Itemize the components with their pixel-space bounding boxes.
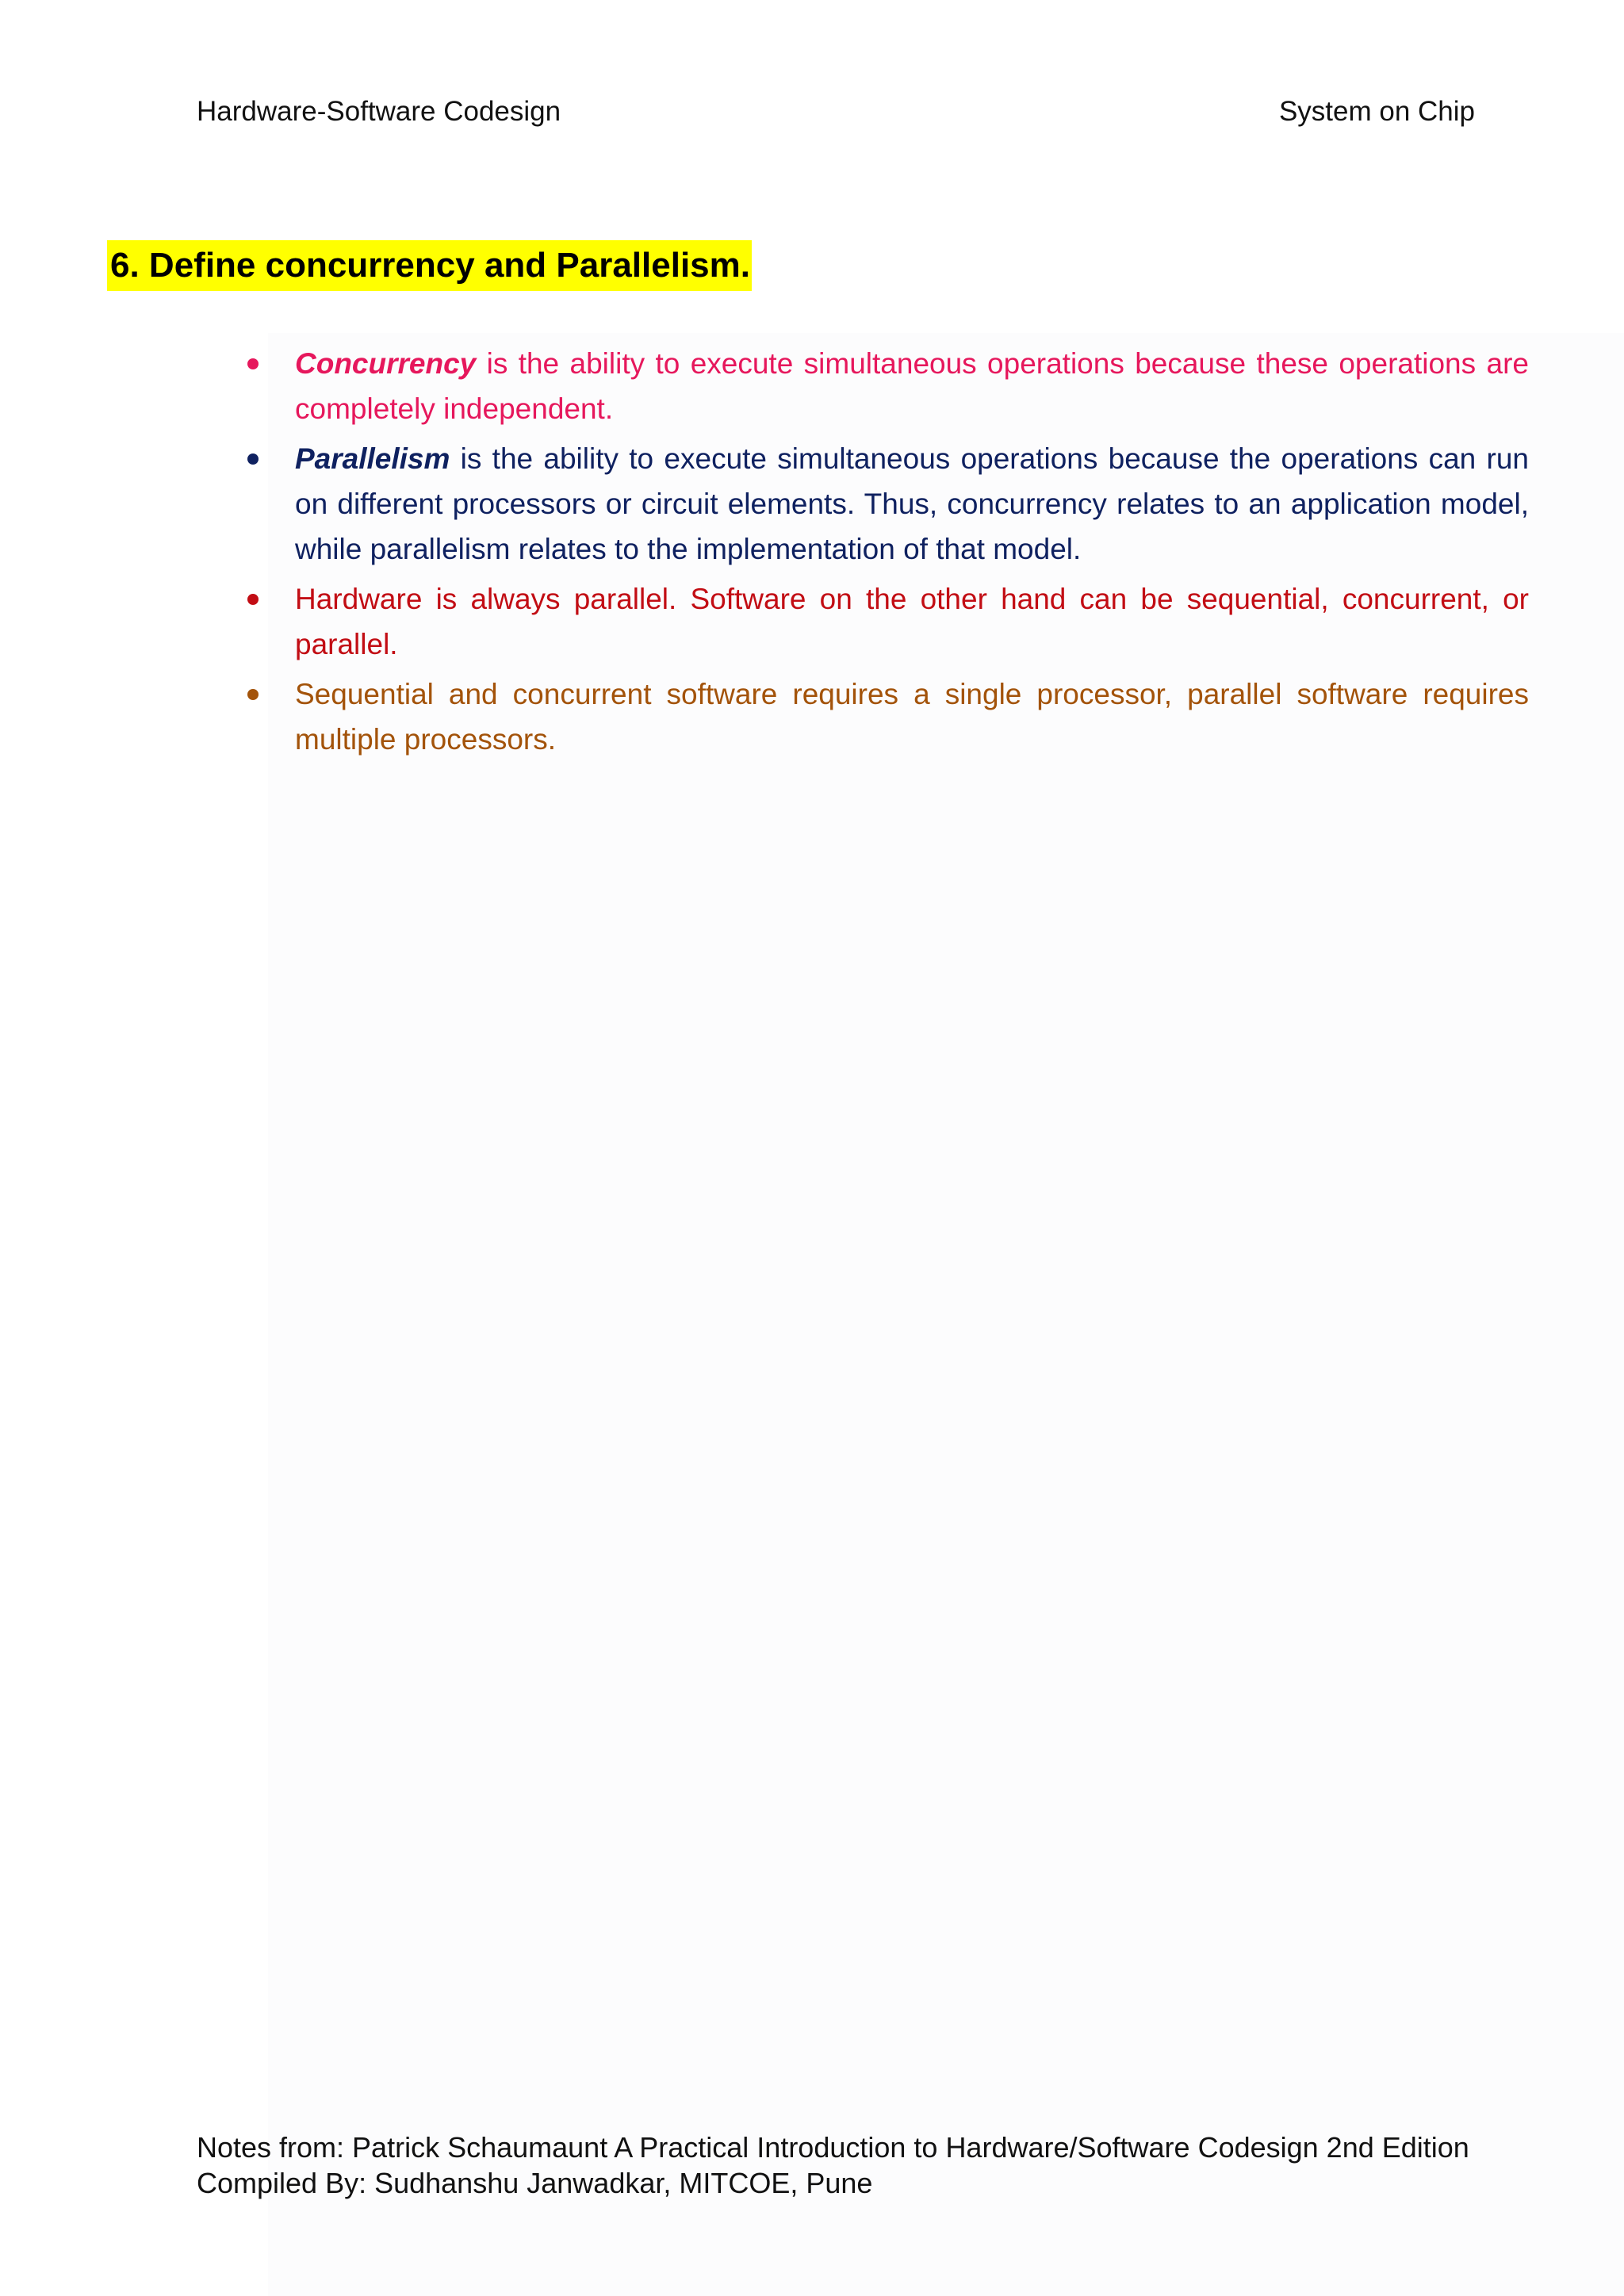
bullet-icon: [247, 689, 259, 700]
bullet-icon: [247, 453, 259, 465]
footer-compiled-line: Compiled By: Sudhanshu Janwadkar, MITCOE, Pune: [197, 2167, 873, 2199]
header-left-title: Hardware-Software Codesign: [197, 96, 561, 127]
list-item-parallelism: [246, 436, 1529, 572]
bullet-icon: [247, 358, 259, 369]
definition-text: is the ability to execute simultaneous operations because the operations can run on different processors or circuit elements. Thus, concurrency relates to an application model, while parallelism relates to the implementation of that model.: [295, 442, 1529, 565]
header-right-title: System on Chip: [1278, 96, 1475, 127]
definition-text: Sequential and concurrent software requires a single processor, parallel software requires multiple processors.: [295, 678, 1529, 756]
definition-text: Hardware is always parallel. Software on the other hand can be sequential, concurrent, or parallel.: [295, 583, 1529, 660]
footer-notes-line: Notes from: Patrick Schaumaunt A Practical Introduction to Hardware/Software Codesign 2nd Edition: [197, 2131, 1469, 2164]
definition-text: is the ability to execute simultaneous operations because these operations are completely independent.: [295, 347, 1529, 425]
list-item-software: [246, 672, 1529, 762]
list-item-concurrency: [246, 341, 1529, 431]
bullet-icon: [247, 594, 259, 605]
definition-list: [246, 341, 1529, 767]
term-parallelism: Parallelism: [295, 442, 450, 475]
question-heading: 6. Define concurrency and Parallelism.: [107, 240, 752, 291]
term-concurrency: Concurrency: [295, 347, 477, 380]
list-item-hardware: [246, 576, 1529, 667]
footer: [197, 2130, 1469, 2201]
